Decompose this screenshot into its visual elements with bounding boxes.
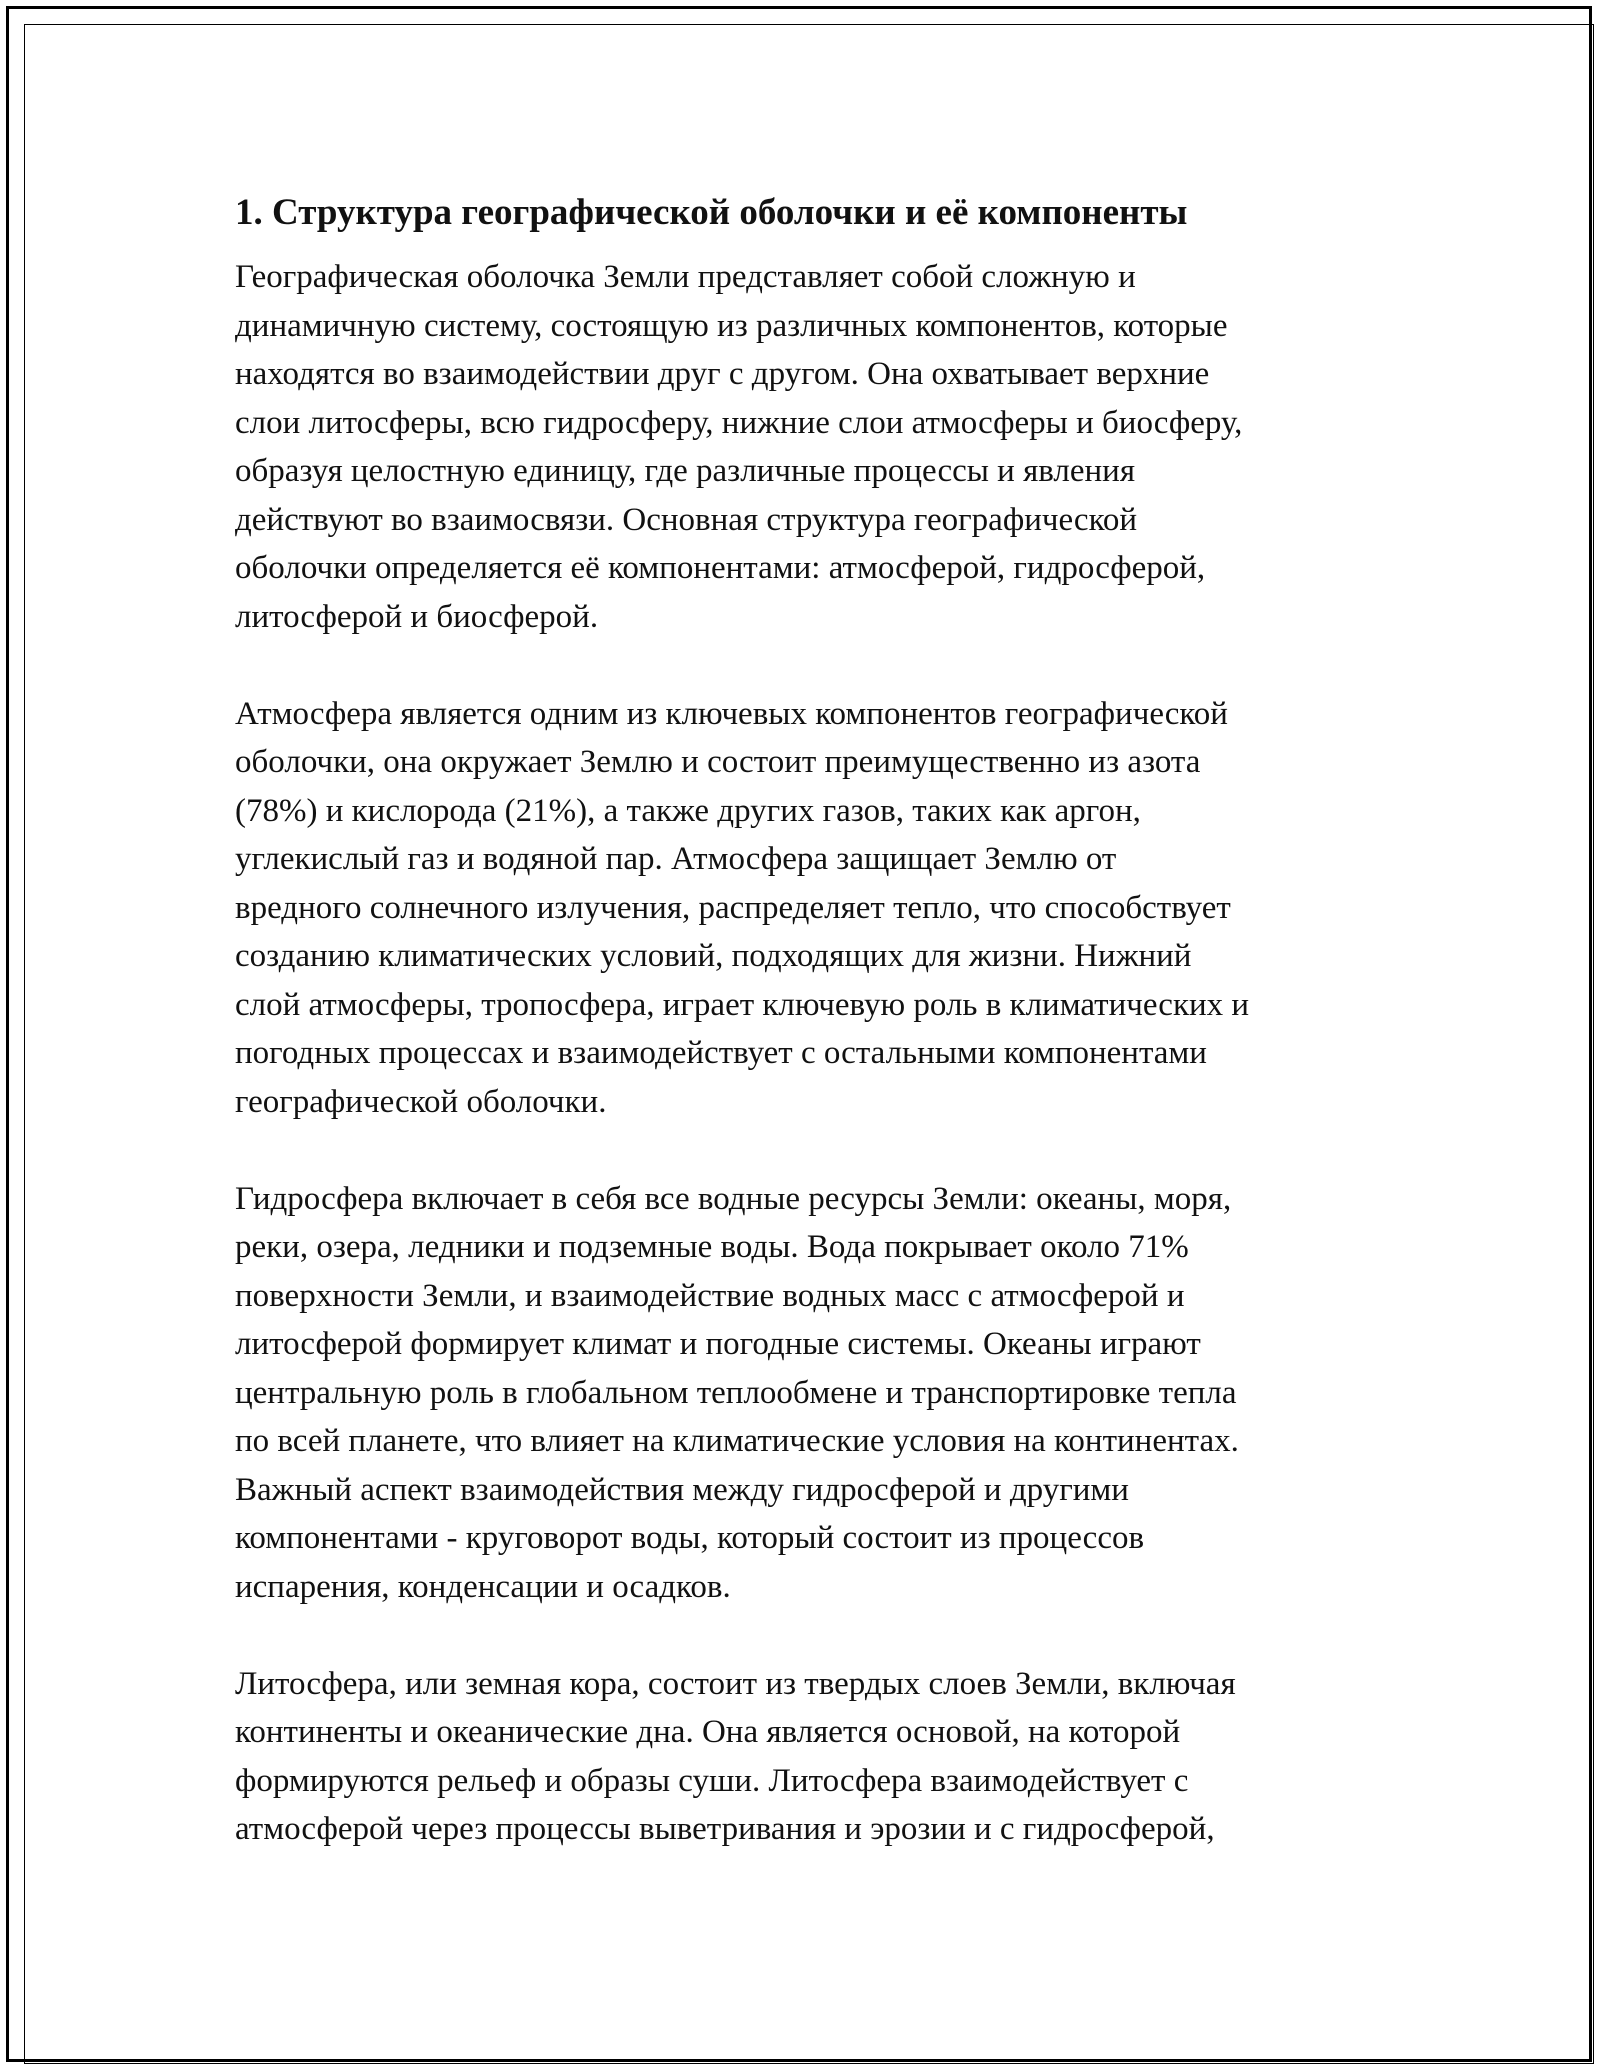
text-line: реки, озера, ледники и подземные воды. Вода покрывает около 71%: [235, 1229, 1189, 1265]
text-line: образуя целостную единицу, где различные процессы и явления: [235, 453, 1136, 489]
text-line: компонентами - круговорот воды, который состоит из процессов: [235, 1520, 1145, 1556]
text-line: находятся во взаимодействии друг с другом. Она охватывает верхние: [235, 356, 1210, 392]
text-line: поверхности Земли, и взаимодействие водных масс с атмосферой и: [235, 1277, 1185, 1314]
paragraph-list: [235, 253, 1395, 1854]
paragraph: [235, 1660, 1395, 1854]
text-line: Важный аспект взаимодействия между гидросферой и другими: [235, 1471, 1129, 1508]
text-line: слой атмосферы, тропосфера, играет ключевую роль в климатических и: [235, 986, 1250, 1023]
text-line: углекислый газ и водяной пар. Атмосфера защищает Землю от: [235, 841, 1117, 877]
text-line: вредного солнечного излучения, распределяет тепло, что способствует: [235, 889, 1231, 926]
section-heading: 1. Структура географической оболочки и её компоненты: [235, 192, 1188, 233]
text-line: созданию климатических условий, подходящих для жизни. Нижний: [235, 938, 1192, 974]
text-line: центральную роль в глобальном теплообмене и транспортировке тепла: [235, 1374, 1237, 1411]
text-line: формируются рельеф и образы суши. Литосфера взаимодействует с: [235, 1762, 1189, 1799]
text-line: Атмосфера является одним из ключевых компонентов географической: [235, 695, 1228, 732]
text-line: слои литосферы, всю гидросферу, нижние слои атмосферы и биосферу,: [235, 404, 1243, 441]
paragraph: [235, 690, 1395, 1127]
text-line: динамичную систему, состоящую из различных компонентов, которые: [235, 307, 1228, 344]
text-line: Литосфера, или земная кора, состоит из твердых слоев Земли, включая: [235, 1665, 1236, 1702]
text-line: по всей планете, что влияет на климатические условия на континентах.: [235, 1423, 1239, 1459]
text-line: Гидросфера включает в себя все водные ресурсы Земли: океаны, моря,: [235, 1180, 1232, 1217]
text-line: литосферой формирует климат и погодные системы. Океаны играют: [235, 1326, 1201, 1362]
text-line: Географическая оболочка Земли представляет собой сложную и: [235, 259, 1136, 295]
text-line: атмосферой через процессы выветривания и эрозии и с гидросферой,: [235, 1811, 1215, 1847]
text-line: континенты и океанические дна. Она является основой, на которой: [235, 1714, 1181, 1750]
text-line: испарения, конденсации и осадков.: [235, 1568, 731, 1605]
paragraph: [235, 253, 1395, 641]
text-line: погодных процессах и взаимодействует с остальными компонентами: [235, 1035, 1207, 1071]
text-line: оболочки, она окружает Землю и состоит преимущественно из азота: [235, 744, 1201, 780]
document-body: [235, 185, 1395, 1902]
text-line: (78%) и кислорода (21%), а также других газов, таких как аргон,: [235, 792, 1141, 829]
text-line: действуют во взаимосвязи. Основная структура географической: [235, 501, 1138, 538]
text-line: географической оболочки.: [235, 1083, 607, 1120]
text-line: оболочки определяется её компонентами: атмосферой, гидросферой,: [235, 550, 1206, 586]
text-line: литосферой и биосферой.: [235, 598, 599, 635]
paragraph: [235, 1175, 1395, 1612]
